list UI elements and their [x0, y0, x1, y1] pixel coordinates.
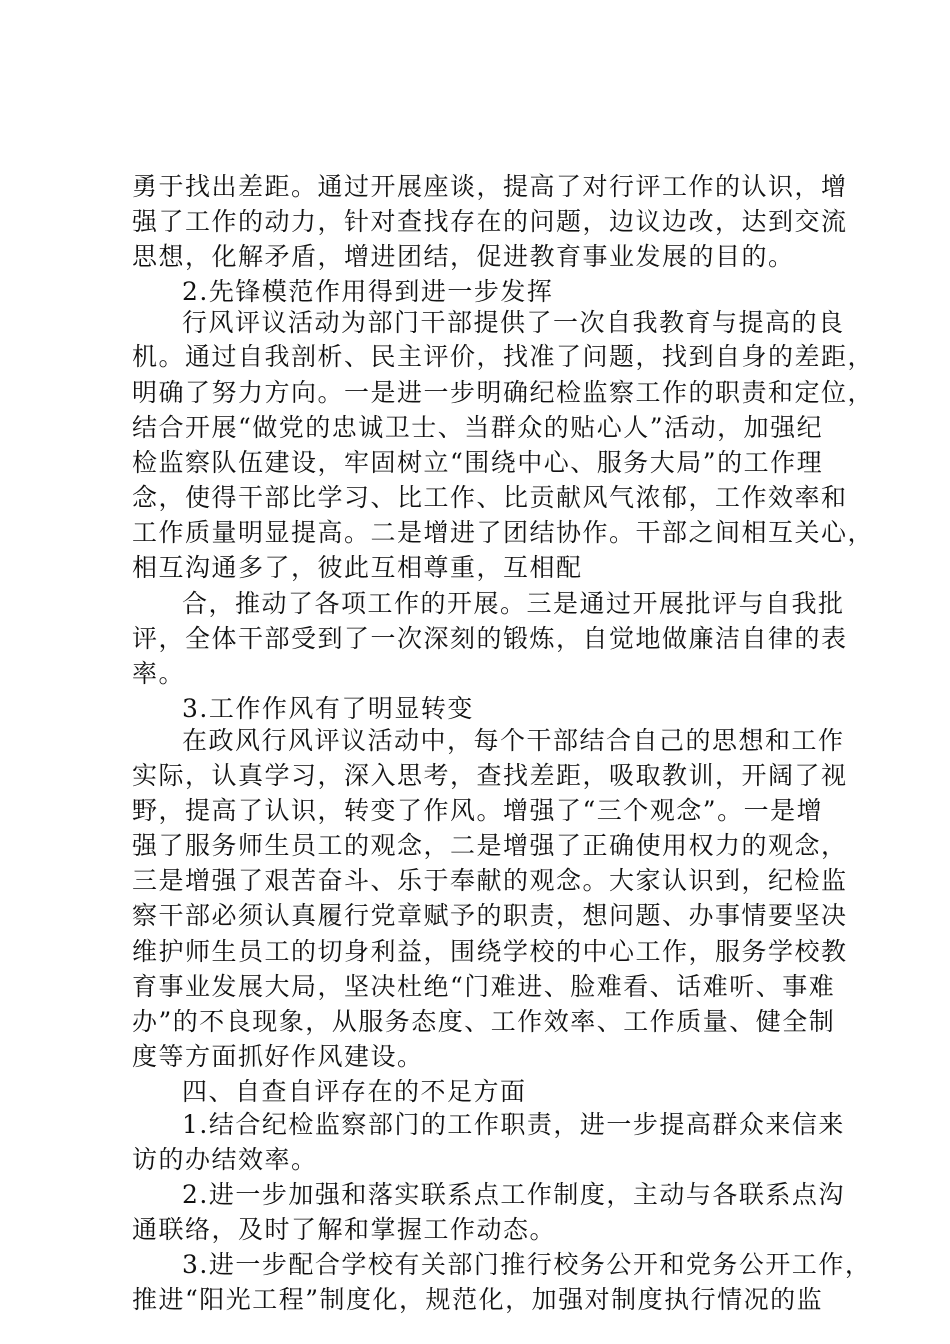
text-line: 明确了努力方向。一是进一步明确纪检监察工作的职责和定位，: [132, 378, 875, 407]
text-line: 实际，认真学习，深入思考，查找差距，吸取教训，开阔了视: [132, 761, 848, 790]
text-line: 野，提高了认识，转变了作风。增强了“三个观念”。一是增: [132, 796, 824, 825]
section-heading: 3.工作作风有了明显转变: [182, 694, 474, 723]
text-line: 3.进一步配合学校有关部门推行校务公开和党务公开工作，: [182, 1250, 872, 1279]
text-line: 机。通过自我剖析、民主评价，找准了问题，找到自身的差距，: [132, 342, 875, 371]
text-line: 勇于找出差距。通过开展座谈，提高了对行评工作的认识，增: [132, 172, 848, 201]
text-line: 相互沟通多了，彼此互相尊重，互相配: [132, 553, 583, 582]
text-line: 度等方面抓好作风建设。: [132, 1042, 424, 1071]
text-line: 强了工作的动力，针对查找存在的问题，边议边改，达到交流: [132, 207, 848, 236]
text-line: 率。: [132, 659, 186, 688]
text-line: 通联络，及时了解和掌握工作动态。: [132, 1215, 557, 1244]
text-line: 访的办结效率。: [132, 1145, 318, 1174]
text-line: 思想，化解矛盾，增进团结，促进教育事业发展的目的。: [132, 242, 795, 271]
text-line: 结合开展“做党的忠诚卫士、当群众的贴心人”活动，加强纪: [132, 413, 824, 442]
text-line: 察干部必须认真履行党章赋予的职责，想问题、办事情要坚决: [132, 901, 848, 930]
text-line: 育事业发展大局，坚决杜绝“门难进、脸难看、话难听、事难: [132, 972, 836, 1001]
text-line: 工作质量明显提高。二是增进了团结协作。干部之间相互关心，: [132, 518, 875, 547]
text-line: 在政风行风评议活动中，每个干部结合自己的思想和工作: [182, 726, 845, 755]
text-line: 维护师生员工的切身利益，围绕学校的中心工作，服务学校教: [132, 937, 848, 966]
text-line: 1.结合纪检监察部门的工作职责，进一步提高群众来信来: [182, 1110, 845, 1139]
text-line: 评，全体干部受到了一次深刻的锻炼，自觉地做廉洁自律的表: [132, 624, 848, 653]
text-line: 办”的不良现象，从服务态度、工作效率、工作质量、健全制: [132, 1007, 836, 1036]
text-line: 念，使得干部比学习、比工作、比贡献风气浓郁，工作效率和: [132, 483, 848, 512]
text-line: 检监察队伍建设，牢固树立“围绕中心、服务大局”的工作理: [132, 448, 824, 477]
text-line: 行风评议活动为部门干部提供了一次自我教育与提高的良: [182, 308, 845, 337]
text-line: 合，推动了各项工作的开展。三是通过开展批评与自我批: [182, 589, 845, 618]
text-line: 推进“阳光工程”制度化，规范化，加强对制度执行情况的监: [132, 1285, 824, 1314]
text-line: 强了服务师生员工的观念，二是增强了正确使用权力的观念，: [132, 831, 848, 860]
text-line: 2.进一步加强和落实联系点工作制度，主动与各联系点沟: [182, 1180, 845, 1209]
section-heading: 四、自查自评存在的不足方面: [182, 1077, 527, 1106]
section-heading: 2.先锋模范作用得到进一步发挥: [182, 277, 554, 306]
text-line: 三是增强了艰苦奋斗、乐于奉献的观念。大家认识到，纪检监: [132, 866, 848, 895]
